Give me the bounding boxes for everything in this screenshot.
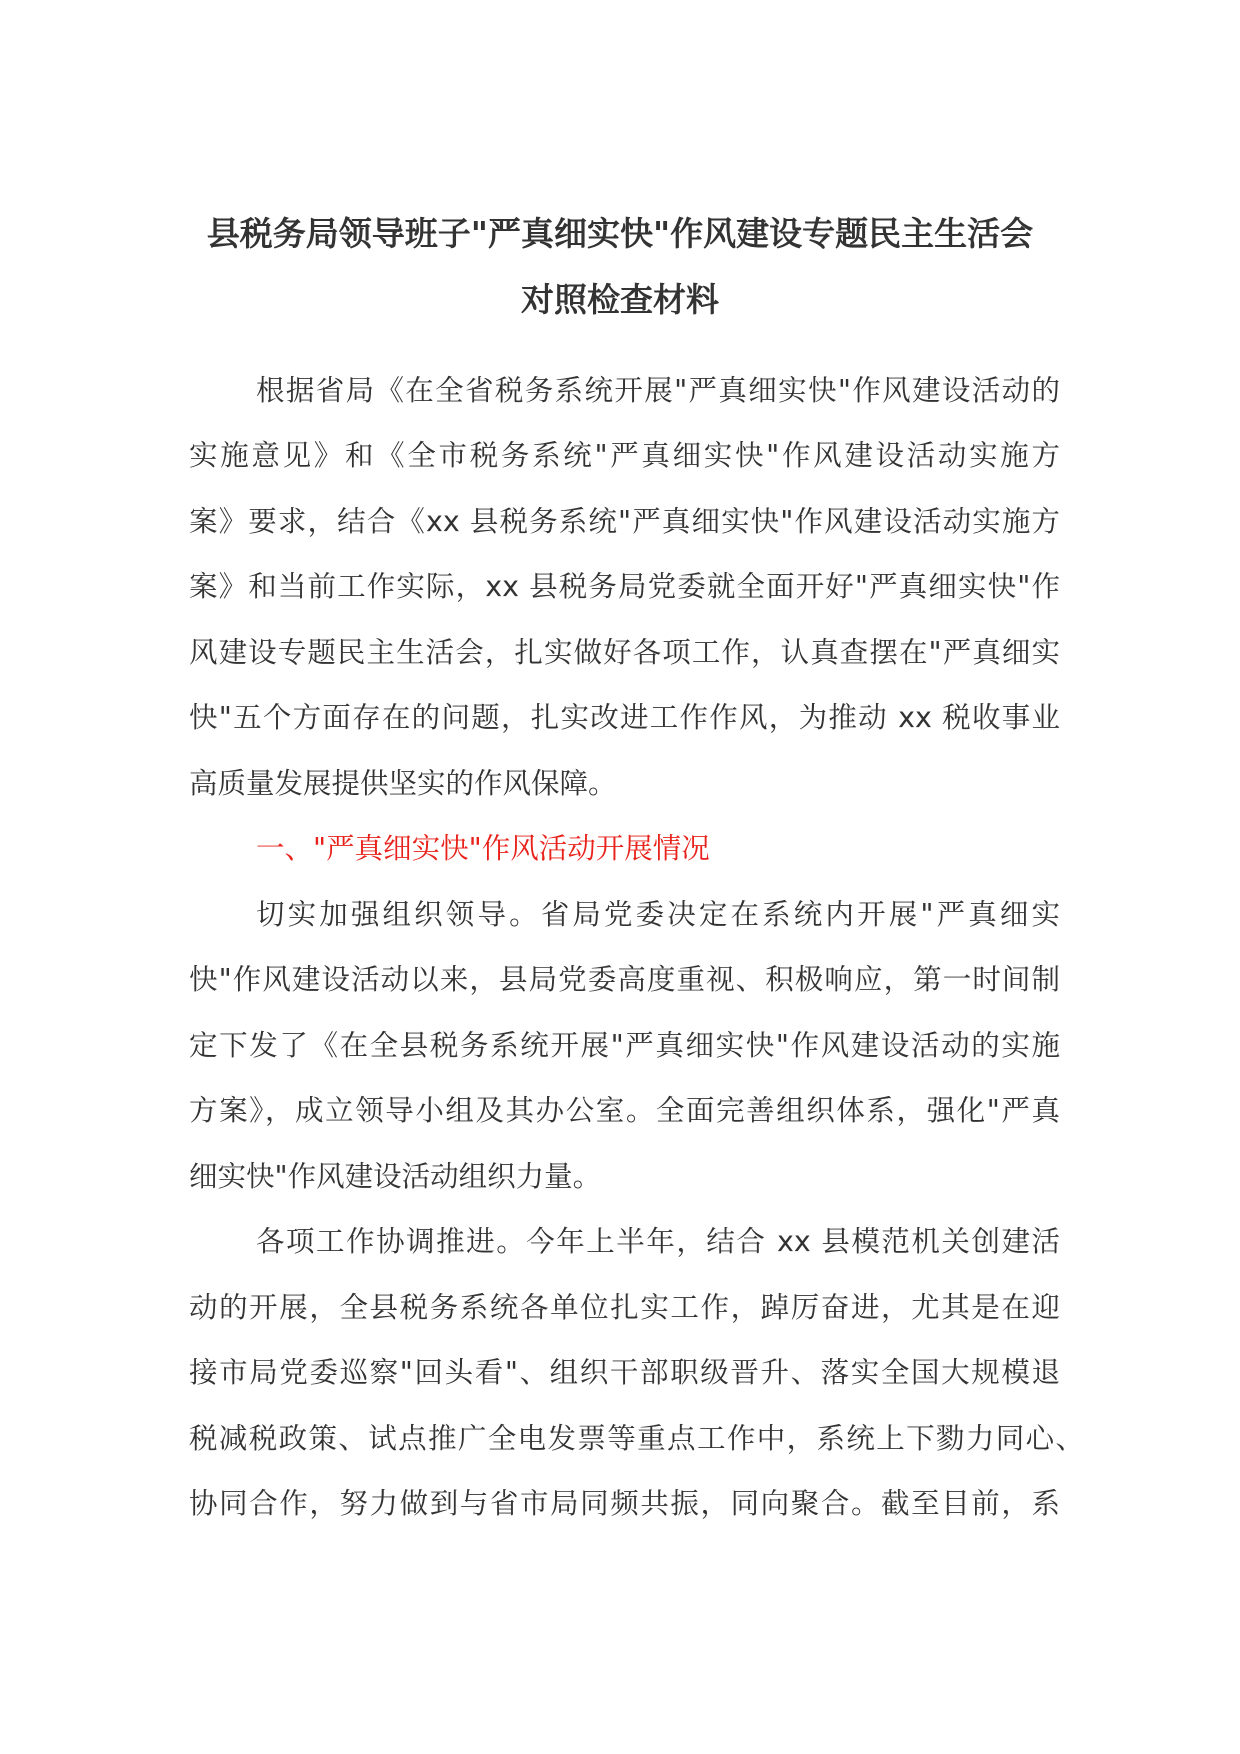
paragraph-line: 税减税政策、试点推广全电发票等重点工作中，系统上下勠力同心、 (189, 1422, 1084, 1455)
paragraph-line: 快"五个方面存在的问题，扎实改进工作作风，为推动 xx 税收事业 (189, 701, 1060, 734)
paragraph-line: 根据省局《在全省税务系统开展"严真细实快"作风建设活动的 (256, 374, 1060, 407)
paragraph-line: 风建设专题民主生活会，扎实做好各项工作，认真查摆在"严真细实 (189, 636, 1060, 669)
section-heading: 一、"严真细实快"作风活动开展情况 (256, 832, 710, 865)
paragraph-line: 方案》，成立领导小组及其办公室。全面完善组织体系，强化"严真 (189, 1094, 1060, 1127)
paragraph-line: 案》和当前工作实际，xx 县税务局党委就全面开好"严真细实快"作 (189, 570, 1060, 603)
document-title-line-1: 县税务局领导班子"严真细实快"作风建设专题民主生活会 (206, 214, 1034, 253)
paragraph-line: 各项工作协调推进。今年上半年，结合 xx 县模范机关创建活 (256, 1225, 1060, 1258)
paragraph-line: 接市局党委巡察"回头看"、组织干部职级晋升、落实全国大规模退 (189, 1356, 1060, 1389)
paragraph-line: 协同合作，努力做到与省市局同频共振，同向聚合。截至目前，系 (189, 1487, 1060, 1520)
paragraph-line: 动的开展，全县税务系统各单位扎实工作，踔厉奋进，尤其是在迎 (189, 1291, 1060, 1324)
paragraph-line: 细实快"作风建设活动组织力量。 (189, 1160, 602, 1193)
paragraph-line: 实施意见》和《全市税务系统"严真细实快"作风建设活动实施方 (189, 439, 1060, 472)
document-title-line-2: 对照检查材料 (521, 280, 719, 319)
paragraph-line: 切实加强组织领导。省局党委决定在系统内开展"严真细实 (256, 898, 1060, 931)
paragraph-line: 案》要求，结合《xx 县税务系统"严真细实快"作风建设活动实施方 (189, 505, 1060, 538)
paragraph-line: 快"作风建设活动以来，县局党委高度重视、积极响应，第一时间制 (189, 963, 1060, 996)
paragraph-line: 高质量发展提供坚实的作风保障。 (189, 767, 617, 800)
paragraph-line: 定下发了《在全县税务系统开展"严真细实快"作风建设活动的实施 (189, 1029, 1060, 1062)
